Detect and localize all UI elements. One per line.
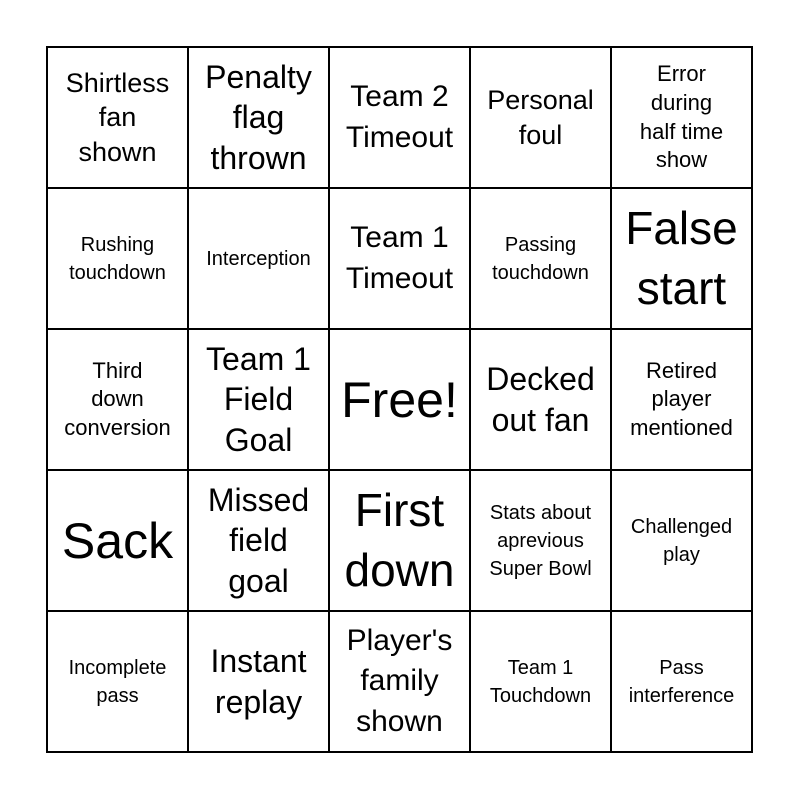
bingo-cell-penalty-flag-thrown[interactable] — [188, 47, 329, 188]
cell-label: First down — [344, 483, 455, 596]
bingo-cell-team-2-timeout[interactable] — [329, 47, 470, 188]
bingo-cell-first-down[interactable] — [329, 470, 470, 611]
cell-label: Challenged play — [630, 515, 733, 566]
cell-label: Personal foul — [487, 84, 594, 150]
cell-label: Sack — [61, 512, 174, 569]
bingo-cell-team-1-field-goal[interactable] — [188, 329, 329, 470]
cell-label: False start — [625, 201, 738, 314]
cell-label: Stats about aprevious Super Bowl — [489, 501, 592, 580]
bingo-cell-missed-field-goal[interactable] — [188, 470, 329, 611]
bingo-cell-incomplete-pass[interactable] — [47, 611, 188, 752]
cell-label: Penalty flag thrown — [205, 58, 312, 176]
bingo-cell-personal-foul[interactable] — [470, 47, 611, 188]
cell-label: Instant replay — [210, 642, 307, 720]
bingo-cell-free-space[interactable] — [329, 329, 470, 470]
bingo-cell-team-1-touchdown[interactable] — [470, 611, 611, 752]
cell-label: Player's family shown — [346, 623, 453, 738]
bingo-cell-stats-about-a-previous-super-bowl[interactable] — [470, 470, 611, 611]
cell-label: Shirtless fan shown — [65, 67, 170, 167]
bingo-cell-third-down-conversion[interactable] — [47, 329, 188, 470]
bingo-cell-decked-out-fan[interactable] — [470, 329, 611, 470]
cell-label: Pass interference — [628, 656, 735, 707]
cell-label: Team 2 Timeout — [345, 80, 454, 154]
bingo-cell-challenged-play[interactable] — [611, 470, 752, 611]
bingo-cell-interception[interactable] — [188, 188, 329, 329]
bingo-board — [46, 46, 753, 753]
bingo-cell-false-start[interactable] — [611, 188, 752, 329]
cell-label: Team 1 Field Goal — [206, 340, 311, 458]
bingo-cell-passing-touchdown[interactable] — [470, 188, 611, 329]
cell-label: Team 1 Touchdown — [489, 656, 592, 707]
cell-label: Error during half time show — [639, 61, 724, 173]
bingo-cell-sack[interactable] — [47, 470, 188, 611]
bingo-cell-instant-replay[interactable] — [188, 611, 329, 752]
cell-label: Retired player mentioned — [630, 357, 733, 440]
bingo-cell-team-1-timeout[interactable] — [329, 188, 470, 329]
bingo-cell-error-during-half-time-show[interactable] — [611, 47, 752, 188]
cell-label: Team 1 Timeout — [345, 221, 454, 295]
cell-label: Decked out fan — [486, 360, 595, 438]
bingo-cell-rushing-touchdown[interactable] — [47, 188, 188, 329]
cell-label: Free! — [341, 371, 458, 428]
cell-label: Passing touchdown — [492, 233, 589, 284]
bingo-cell-retired-player-mentioned[interactable] — [611, 329, 752, 470]
bingo-cell-shirtless-fan-shown[interactable] — [47, 47, 188, 188]
cell-label: Rushing touchdown — [69, 233, 166, 284]
cell-label: Interception — [206, 247, 311, 270]
cell-label: Incomplete pass — [68, 656, 167, 707]
bingo-cell-players-family-shown[interactable] — [329, 611, 470, 752]
cell-label: Missed field goal — [207, 481, 310, 599]
bingo-cell-pass-interference[interactable] — [611, 611, 752, 752]
cell-label: Third down conversion — [64, 357, 171, 440]
